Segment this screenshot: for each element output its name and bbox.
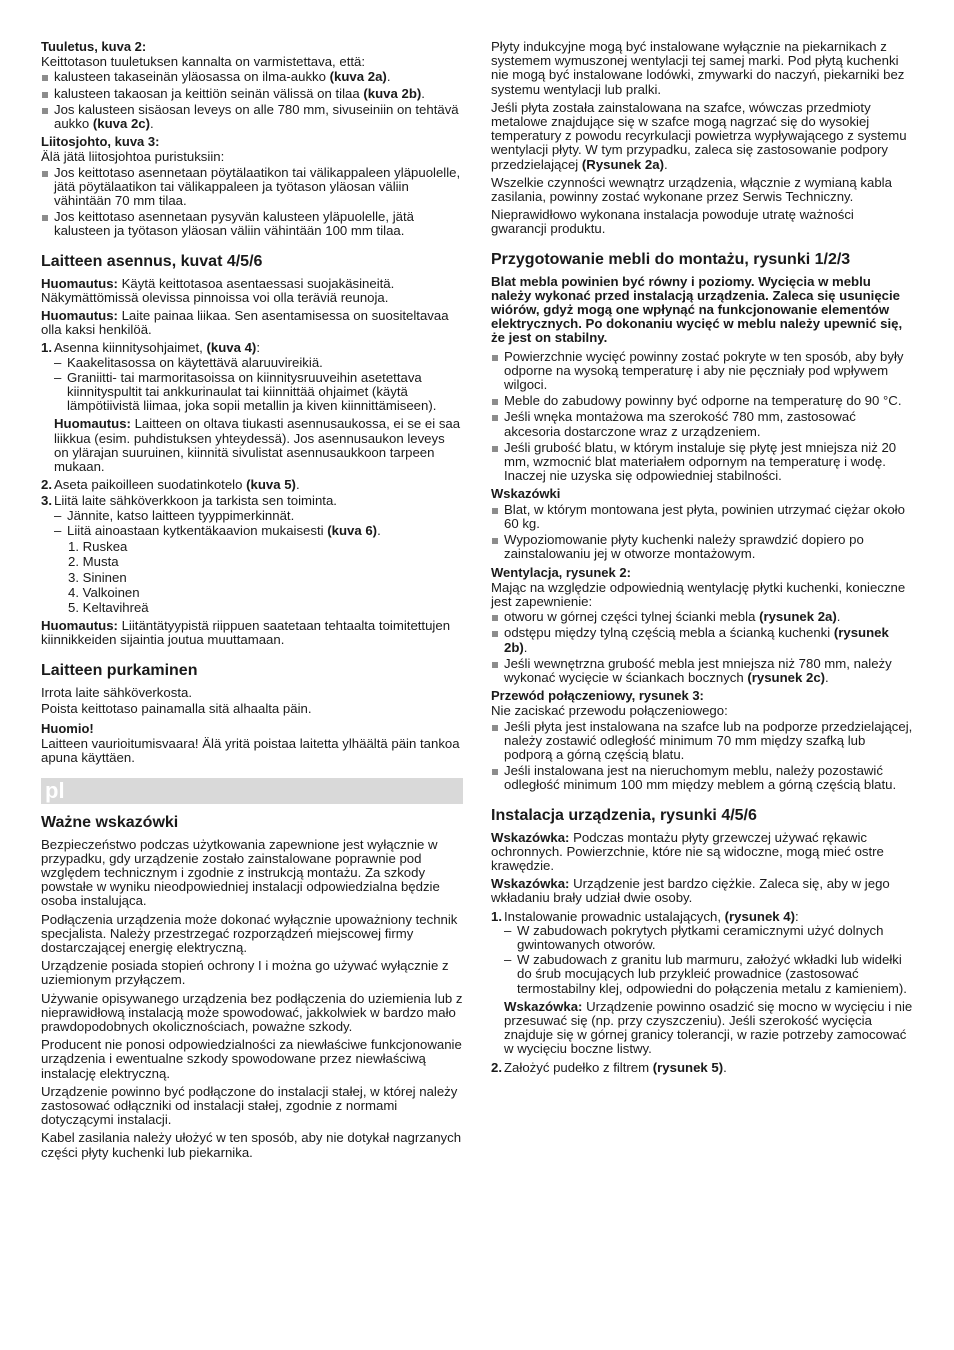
pl-note-gloves: Wskazówka: Podczas montażu płyty grzewczej używać rękawic ochronnych. Powierzchnie, które nie są widoczne, mogą mieć ostre krawędzie. xyxy=(491,829,884,873)
pl-intro-para: Jeśli płyta została zainstalowana na szafce, wówczas przedmioty metalowe znajdujące się w szafce mogą nagrzać się do wysokiej temperatury z powodu recyrkulacji powietrza wypływającego z systemu wentylacji płyty. W tym przypadku, zaleca się zastosowanie podpory przedzielającej (Rysunek 2a). xyxy=(491,99,907,172)
fi-cable-intro: Älä jätä liitosjohtoa puristuksiin: xyxy=(41,149,225,165)
list-item: Meble do zabudowy powinny być odporne na temperaturę do 90 °C. xyxy=(491,394,913,408)
list-item: – W zabudowach z granitu lub marmuru, założyć wkładki lub widełki do śrub mocujących lub przykleić prowadnice (zastosować termostabilny klej, odpowiedni do połączenia metalu z kamieniem). xyxy=(504,953,913,996)
pl-note-weight: Wskazówka: Urządzenie jest bardzo ciężkie. Zaleca się, aby w jego wkładaniu brały udział dwie osoby. xyxy=(491,876,890,906)
left-column xyxy=(41,40,463,1164)
pl-install-heading: Instalacja urządzenia, rysunki 4/5/6 xyxy=(491,806,757,824)
list-item: Blat, w którym montowana jest płyta, powinien utrzymać ciężar około 60 kg. xyxy=(491,503,913,531)
list-item: Jeśli grubość blatu, w którym instaluje się płytę jest mniejsza niż 20 mm, wzmocnić blat materiałem odpornym na temperaturę i wodę. Inaczej nie uzyska się odpowiedniej stabilności. xyxy=(491,441,913,484)
list-item: 3. Sininen xyxy=(68,569,127,585)
list-item: 4. Valkoinen xyxy=(68,584,140,600)
pl-cable-heading: Przewód połączeniowy, rysunek 3: xyxy=(491,688,704,704)
fi-cable-heading: Liitosjohto, kuva 3: xyxy=(41,134,160,150)
install-step: 1. Asenna kiinnitysohjaimet, (kuva 4): – Kaakelitasossa on käytettävä alaruuvireikiä. – Graniitti- tai marmoritasoissa on kiinnitysruuveihin asetettava kiinnityspultit tai ankkurinaulat tai kiinnittää ohjaimet (käytä lämpötiivistä liimaa, joka sopii metallin ja kiven kiinnittämiseen). Huomautus: Laitteen on oltava tiukasti asennusaukossa, ei se ei saa liikkua (esim. puhdistuksen yhteydessä). Jos asennusaukon leveys on ylärajan suuruinen, kiinnitä sivulistat asennusaukkoon tarpeen mukaan. xyxy=(41,341,463,474)
install-step: 2. Założyć pudełko z filtrem (rysunek 5). xyxy=(491,1059,727,1075)
pl-install-steps xyxy=(491,910,913,1075)
pl-intro-para: Płyty indukcyjne mogą być instalowane wyłącznie na piekarnikach z systemem wymuszonej wentylacji tej samej marki. Pod płytą kuchenki nie mogą być instalowane lodówki, zmywarki do naczyń, piekarniki bez systemu wentylacji lub pralki. xyxy=(491,39,905,97)
pl-important-para: Urządzenie powinno być podłączone do instalacji stałej, w której należy zastosować odłączniki od instalacji stałej, zgodnie z normami dotyczącymi instalacji. xyxy=(41,1083,458,1128)
list-item: Wypoziomowanie płyty kuchenki należy sprawdzić dopiero po zainstalowaniu jej w otworze montażowym. xyxy=(491,533,913,561)
pl-important-para: Bezpieczeństwo podczas użytkowania zapewnione jest wyłącznie w przypadku, gdy urządzenie zostało zainstalowane poprawnie pod względem technicznym i zgodnie z instrukcją montażu. Za szkody powstałe w wyniku nieodpowiedniej instalacji odpowiedzialna będzie osoba instalująca. xyxy=(41,836,440,909)
fi-install-heading: Laitteen asennus, kuvat 4/5/6 xyxy=(41,252,263,270)
fi-vent-list xyxy=(41,70,463,131)
list-item: Jeśli płyta jest instalowana na szafce lub na podporze przedzielającej, należy zostawić odległość minimum 70 mm między szafką lub podporą a górną częścią blatu. xyxy=(491,720,913,763)
pl-cable-list xyxy=(491,720,913,793)
list-item: 2. Musta xyxy=(68,554,119,570)
fi-vent-heading: Tuuletus, kuva 2: xyxy=(41,39,147,54)
pl-prep-heading: Przygotowanie mebli do montażu, rysunki 1/2/3 xyxy=(491,250,851,268)
fi-note-gloves: Huomautus: Käytä keittotasoa asentaessasi suojakäsineitä. Näkymättömissä olevissa pinnoissa voi olla teräviä reunoja. xyxy=(41,275,395,305)
list-item: kalusteen takaseinän yläosassa on ilma-aukko (kuva 2a). xyxy=(41,70,463,84)
fi-warning-text: Laitteen vaurioitumisvaara! Älä yritä poistaa laitetta ylhäältä päin tankoa apuna käyttäen. xyxy=(41,736,460,766)
right-column xyxy=(491,40,913,1077)
pl-prep-list xyxy=(491,350,913,484)
language-code: pl xyxy=(45,777,65,803)
list-item: Jos kalusteen sisäosan leveys on alle 780 mm, sivuseiniin on tehtävä aukko (kuva 2c). xyxy=(41,103,463,131)
pl-vent-intro: Mając na względzie odpowiednią wentylację płytki kuchenki, konieczne jest zapewnienie: xyxy=(491,579,906,609)
list-item: Jeśli wewnętrzna grubość mebla jest mniejsza niż 780 mm, należy wykonać wycięcie w ściankach bocznych (rysunek 2c). xyxy=(491,657,913,685)
fi-install-steps xyxy=(41,341,463,615)
step-dash-list xyxy=(54,356,463,414)
pl-important-para: Podłączenia urządzenia może dokonać wyłącznie upoważniony technik specjalista. Należy przestrzegać rozporządzeń miejscowej firmy dostarczającej energię elektryczną. xyxy=(41,911,458,955)
list-item: Jeśli wnęka montażowa ma szerokość 780 mm, zastosować akcesoria dostarczone wraz z urządzeniem. xyxy=(491,410,913,438)
install-step: 2. Aseta paikoilleen suodatinkotelo (kuva 5). xyxy=(41,477,300,493)
fi-step-note: Huomautus: Laitteen on oltava tiukasti asennusaukossa, ei se ei saa liikkua (esim. puhdistuksen yhteydessä). Jos asennusaukon leveys on ylärajan suuruinen, kiinnitä sivulistat asennusaukkoon tarpeen mukaan. xyxy=(54,416,461,475)
pl-important-para: Używanie opisywanego urządzenia bez podłączenia do uziemienia lub z nieprawidłową instalacją może spowodować, jakkolwiek w bardzo mało prawdopodobnych okolicznościach, poważne szkody. xyxy=(41,990,463,1034)
pl-important-para: Kabel zasilania należy ułożyć w ten sposób, aby nie dotykał nagrzanych części płyty kuchenki lub piekarnika. xyxy=(41,1130,462,1160)
step-dash-list xyxy=(54,509,463,538)
list-item: kalusteen takaosan ja keittiön seinän välissä on tilaa (kuva 2b). xyxy=(41,87,463,101)
list-item: – Kaakelitasossa on käytettävä alaruuvireikiä. xyxy=(54,356,463,370)
list-item: odstępu między tylną częścią mebla a ścianką kuchenki (rysunek 2b). xyxy=(491,626,913,654)
list-item: – W zabudowach pokrytych płytkami ceramicznymi użyć dolnych gwintowanych otworów. xyxy=(504,924,913,952)
pl-tips-list xyxy=(491,503,913,562)
language-bar xyxy=(41,778,463,804)
pl-vent-heading: Wentylacja, rysunek 2: xyxy=(491,564,631,580)
list-item: Powierzchnie wycięć powinny zostać pokryte w ten sposób, aby były odporne na wysoką temperaturę i aby nie pęczniały pod wpływem wilgoci. xyxy=(491,350,913,393)
fi-note-weight: Huomautus: Laite painaa liikaa. Sen asentamisessa on suositeltavaa olla kaksi henkilöä. xyxy=(41,308,449,338)
fi-vent-intro: Keittotason tuuletuksen kannalta on varmistettava, että: xyxy=(41,54,366,70)
pl-important-para: Producent nie ponosi odpowiedzialności za niewłaściwe funkcjonowanie urządzenia i ewentualne szkody spowodowane przez niewłaściwą instalację elektryczną. xyxy=(41,1037,462,1081)
list-item: otworu w górnej części tylnej ścianki mebla (rysunek 2a). xyxy=(491,610,913,624)
list-item: – Graniitti- tai marmoritasoissa on kiinnitysruuveihin asetettava kiinnityspultit tai ankkurinaulat tai kiinnittää ohjaimet (käytä lämpötiivistä liimaa, joka sopii metallin ja kiven kiinnittämiseen). xyxy=(54,371,463,414)
pl-prep-bold: Blat mebla powinien być równy i poziomy. Wycięcia w meblu należy wykonać przed instalacją urządzenia. Zaleca się usunięcie wiórów, gdyż mogą one wpłynąć na funkcjonowanie elementów elektrycznych. Po dokonaniu wycięć w meblu należy upewnić się, że jest on stabilny. xyxy=(491,273,903,346)
fi-note-bracket: Huomautus: Liitäntätyypistä riippuen saatetaan tehtaalta toimitettujen kiinnikkeiden sijaintia joutua muuttamaan. xyxy=(41,618,451,648)
install-step: 3. Liitä laite sähköverkkoon ja tarkista sen toiminta. – Jännite, katso laitteen tyyppimerkinnät. – Liitä ainoastaan kytkentäkaavion mukaisesti (kuva 6). 1. Ruskea 2. Musta 3. Sininen 4. Valkoinen 5. Keltavihreä xyxy=(41,494,463,615)
fi-removal-line: Poista keittotaso painamalla sitä alhaalta päin. xyxy=(41,700,312,716)
list-item: – Jännite, katso laitteen tyyppimerkinnät. xyxy=(54,509,463,523)
list-item: – Liitä ainoastaan kytkentäkaavion mukaisesti (kuva 6). xyxy=(54,524,463,538)
fi-cable-list xyxy=(41,166,463,239)
pl-intro-para: Nieprawidłowo wykonana instalacja powoduje utratę ważności gwarancji produktu. xyxy=(491,207,854,237)
list-item: 5. Keltavihreä xyxy=(68,599,149,615)
pl-vent-list xyxy=(491,610,913,685)
pl-tips-heading: Wskazówki xyxy=(491,486,561,502)
pl-cable-intro: Nie zaciskać przewodu połączeniowego: xyxy=(491,703,728,719)
list-item: Jeśli instalowana jest na nieruchomym meblu, należy pozostawić odległość minimum 100 mm między meblem a górną częścią blatu. xyxy=(491,764,913,792)
list-item: Jos keittotaso asennetaan pöytälaatikon tai välikappaleen yläpuolelle, jätä pöytälaatikon tai välikappaleen ja työtason yläosan väliin vähintään 70 mm tilaa. xyxy=(41,166,463,209)
pl-important-para: Urządzenie posiada stopień ochrony I i można go używać wyłącznie z uziemionym przyłączem. xyxy=(41,958,449,988)
pl-intro-para: Wszelkie czynności wewnątrz urządzenia, włącznie z wymianą kabla zasilania, powinny zostać wykonane przez Serwis Techniczny. xyxy=(491,174,892,205)
pl-step-note: Wskazówka: Urządzenie powinno osadzić się mocno w wycięciu i nie przesuwać się (np. przy czyszczeniu). Jeśli szerokość wycięcia znajduje się w górnej granicy tolerancji, w razie potrzeby zamocować w wycięciu boczne listwy. xyxy=(504,998,913,1057)
step-dash-list xyxy=(504,924,913,996)
list-item: Jos keittotaso asennetaan pysyvän kalusteen yläpuolelle, jätä kalusteen ja työtason yläosan väliin vähintään 100 mm tilaa. xyxy=(41,210,463,238)
fi-removal-line: Irrota laite sähköverkosta. xyxy=(41,684,192,700)
fi-removal-heading: Laitteen purkaminen xyxy=(41,661,198,679)
wire-color-list xyxy=(54,540,463,615)
pl-important-heading: Ważne wskazówki xyxy=(41,813,179,831)
fi-warning-heading: Huomio! xyxy=(41,720,94,736)
list-item: 1. Ruskea xyxy=(68,539,128,555)
install-step: 1. Instalowanie prowadnic ustalających, (rysunek 4): – W zabudowach pokrytych płytkami ceramicznymi użyć dolnych gwintowanych otworów. – W zabudowach z granitu lub marmuru, założyć wkładki lub widełki do śrub mocujących lub przykleić prowadnice (zastosować termostabilny klej, odpowiedni do połączenia metalu z kamieniem). Wskazówka: Urządzenie powinno osadzić się mocno w wycięciu i nie przesuwać się (np. przy czyszczeniu). Jeśli szerokość wycięcia znajduje się w górnej granicy tolerancji, w razie potrzeby zamocować w wycięciu boczne listwy. xyxy=(491,910,913,1057)
